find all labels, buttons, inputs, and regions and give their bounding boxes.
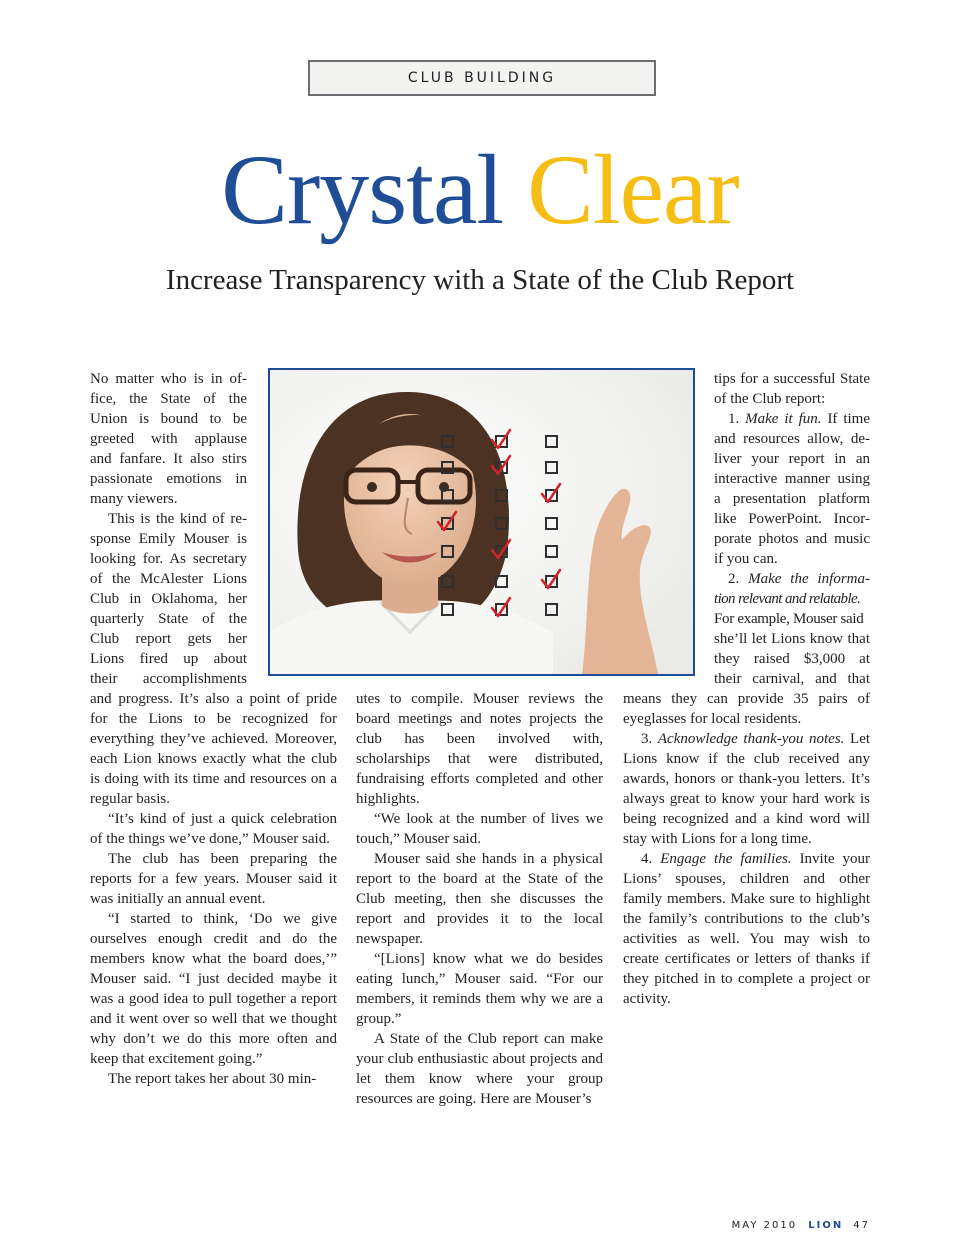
col3-body: [623, 689, 870, 1009]
col1-intro-paragraph: [90, 369, 247, 689]
tip-title: Engage the families.: [660, 851, 792, 867]
tip-body: Invite your Lions’ spouses, children and other family members. Make sure to highlight the family’s contributions to the club’s activities as well. You may wish to create certificates or letters of thanks if they pitched in to complete a project or activity.: [623, 851, 871, 1007]
text-line: if you can.: [714, 551, 778, 567]
photo-woman-checklist: [268, 368, 695, 676]
subheadline: Increase Transparency with a State of the Club Report: [165, 264, 795, 296]
tip-title: tion relevant and relatable.: [714, 591, 861, 607]
tip-number: 1.: [728, 411, 740, 427]
text-line: For example, Mouser said: [714, 611, 864, 627]
tip-title: Acknowledge thank-you notes.: [657, 731, 845, 747]
text-line: they raised $3,000 at: [714, 651, 870, 667]
tip-body: Let Lions know if the club received any awards, honors or thank-you letters. It’s always great to know your hard work is being recognized and a kind word will stay with Lions for a long time.: [623, 731, 871, 847]
text-line: and resources allow, de-: [714, 431, 870, 447]
text-line: many viewers.: [90, 491, 178, 507]
text-line: sponse Emily Mouser is: [90, 531, 247, 547]
col1-paragraph: and progress. It’s also a point of pride for the Lions to be recognized for everything they’ve achieved. Moreover, each Lion knows exactly what the club is doing with its time and resources on a regular basis.: [90, 691, 337, 807]
col2-paragraph: “We look at the number of lives we touch,” Mouser said.: [356, 811, 603, 847]
text-line: and fanfare. It also stirs: [90, 451, 247, 467]
text-line: quarterly State of the: [90, 611, 247, 627]
col2-paragraph: utes to compile. Mouser reviews the board meetings and notes projects the club has been involved with, scholarships that were distributed, fundraising efforts completed and other highlights.: [356, 691, 603, 807]
text-line: like PowerPoint. Incor-: [714, 511, 870, 527]
col2-paragraph: A State of the Club report can make your club enthusiastic about projects and let them know where your group resources are going. Here are Mouser’s: [356, 1031, 603, 1107]
col1-paragraph: “It’s kind of just a quick celebration of the things we’ve done,” Mouser said.: [90, 811, 337, 847]
page-footer: [732, 1220, 870, 1231]
text-line: of the Club report:: [714, 391, 826, 407]
headline-word-clear: Clear: [527, 134, 739, 245]
tip-number: 3.: [641, 731, 653, 747]
text-line: of the McAlester Lions: [90, 571, 247, 587]
issue-date: MAY 2010: [731, 1220, 798, 1231]
text-line: their carnival, and that: [714, 671, 870, 687]
headline: [0, 130, 960, 250]
text-line: No matter who is in of-: [90, 371, 247, 387]
text-line: Lions fired up about: [90, 651, 247, 667]
magazine-name: LION: [808, 1220, 844, 1231]
col2-body: [356, 689, 603, 1109]
tip-title: Make the informa-: [748, 571, 871, 587]
col1-paragraph: The club has been preparing the reports for a few years. Mouser said it was initially an annual event.: [90, 851, 337, 907]
text-line: fice, the State of the: [90, 391, 247, 407]
text-line: greeted with applause: [90, 431, 247, 447]
text-line: If time: [827, 411, 870, 427]
text-line: their accomplishments: [90, 671, 247, 687]
col3-tips-narrow: [714, 369, 870, 689]
text-line: tips for a successful State: [714, 371, 870, 387]
text-line: interactive manner using: [714, 471, 870, 487]
tip-4: [623, 849, 870, 1009]
tip-1-heading: [714, 409, 870, 429]
section-label: CLUB BUILDING: [308, 60, 656, 96]
text-line: passionate emotions in: [90, 471, 247, 487]
tip-title: Make it fun.: [745, 411, 822, 427]
tip-title-line2: [714, 589, 870, 609]
text-line: Club report gets her: [90, 631, 247, 647]
text-line: This is the kind of re-: [108, 511, 247, 527]
page-number: 47: [853, 1220, 870, 1231]
col1-body: [90, 689, 337, 1089]
col2-paragraph: “[Lions] know what we do besides eating lunch,” Mouser said. “For our members, it reminds them why we are a group.”: [356, 951, 603, 1027]
tip-number: 4.: [641, 851, 653, 867]
text-line: porate photos and music: [714, 531, 870, 547]
text-line: looking for. As secretary: [90, 551, 247, 567]
tip-3: [623, 729, 870, 849]
text-line: liver your report in an: [714, 451, 870, 467]
text-line: she’ll let Lions know that: [714, 631, 870, 647]
col3-paragraph: means they can provide 35 pairs of eyeglasses for local residents.: [623, 691, 870, 727]
col1-paragraph: The report takes her about 30 min-: [108, 1071, 317, 1087]
text-line: a presentation platform: [714, 491, 870, 507]
text-line: Club in Oklahoma, her: [90, 591, 247, 607]
tip-2-heading: [714, 569, 870, 589]
col2-paragraph: Mouser said she hands in a physical report to the board at the State of the Club meeting, then she discusses the report and provides it to the local newspaper.: [356, 851, 603, 947]
col1-paragraph: “I started to think, ‘Do we give ourselves enough credit and do the members know what the board does,’” Mouser said. “I just decided maybe it was a good idea to pull together a report and it went over so well that we thought why don’t we do this more often and keep that excitement going.”: [90, 911, 337, 1067]
headline-word-crystal: Crystal: [221, 134, 504, 245]
text-line: Union is bound to be: [90, 411, 247, 427]
tip-number: 2.: [728, 571, 740, 587]
woman-checklist-illustration: [270, 370, 693, 674]
